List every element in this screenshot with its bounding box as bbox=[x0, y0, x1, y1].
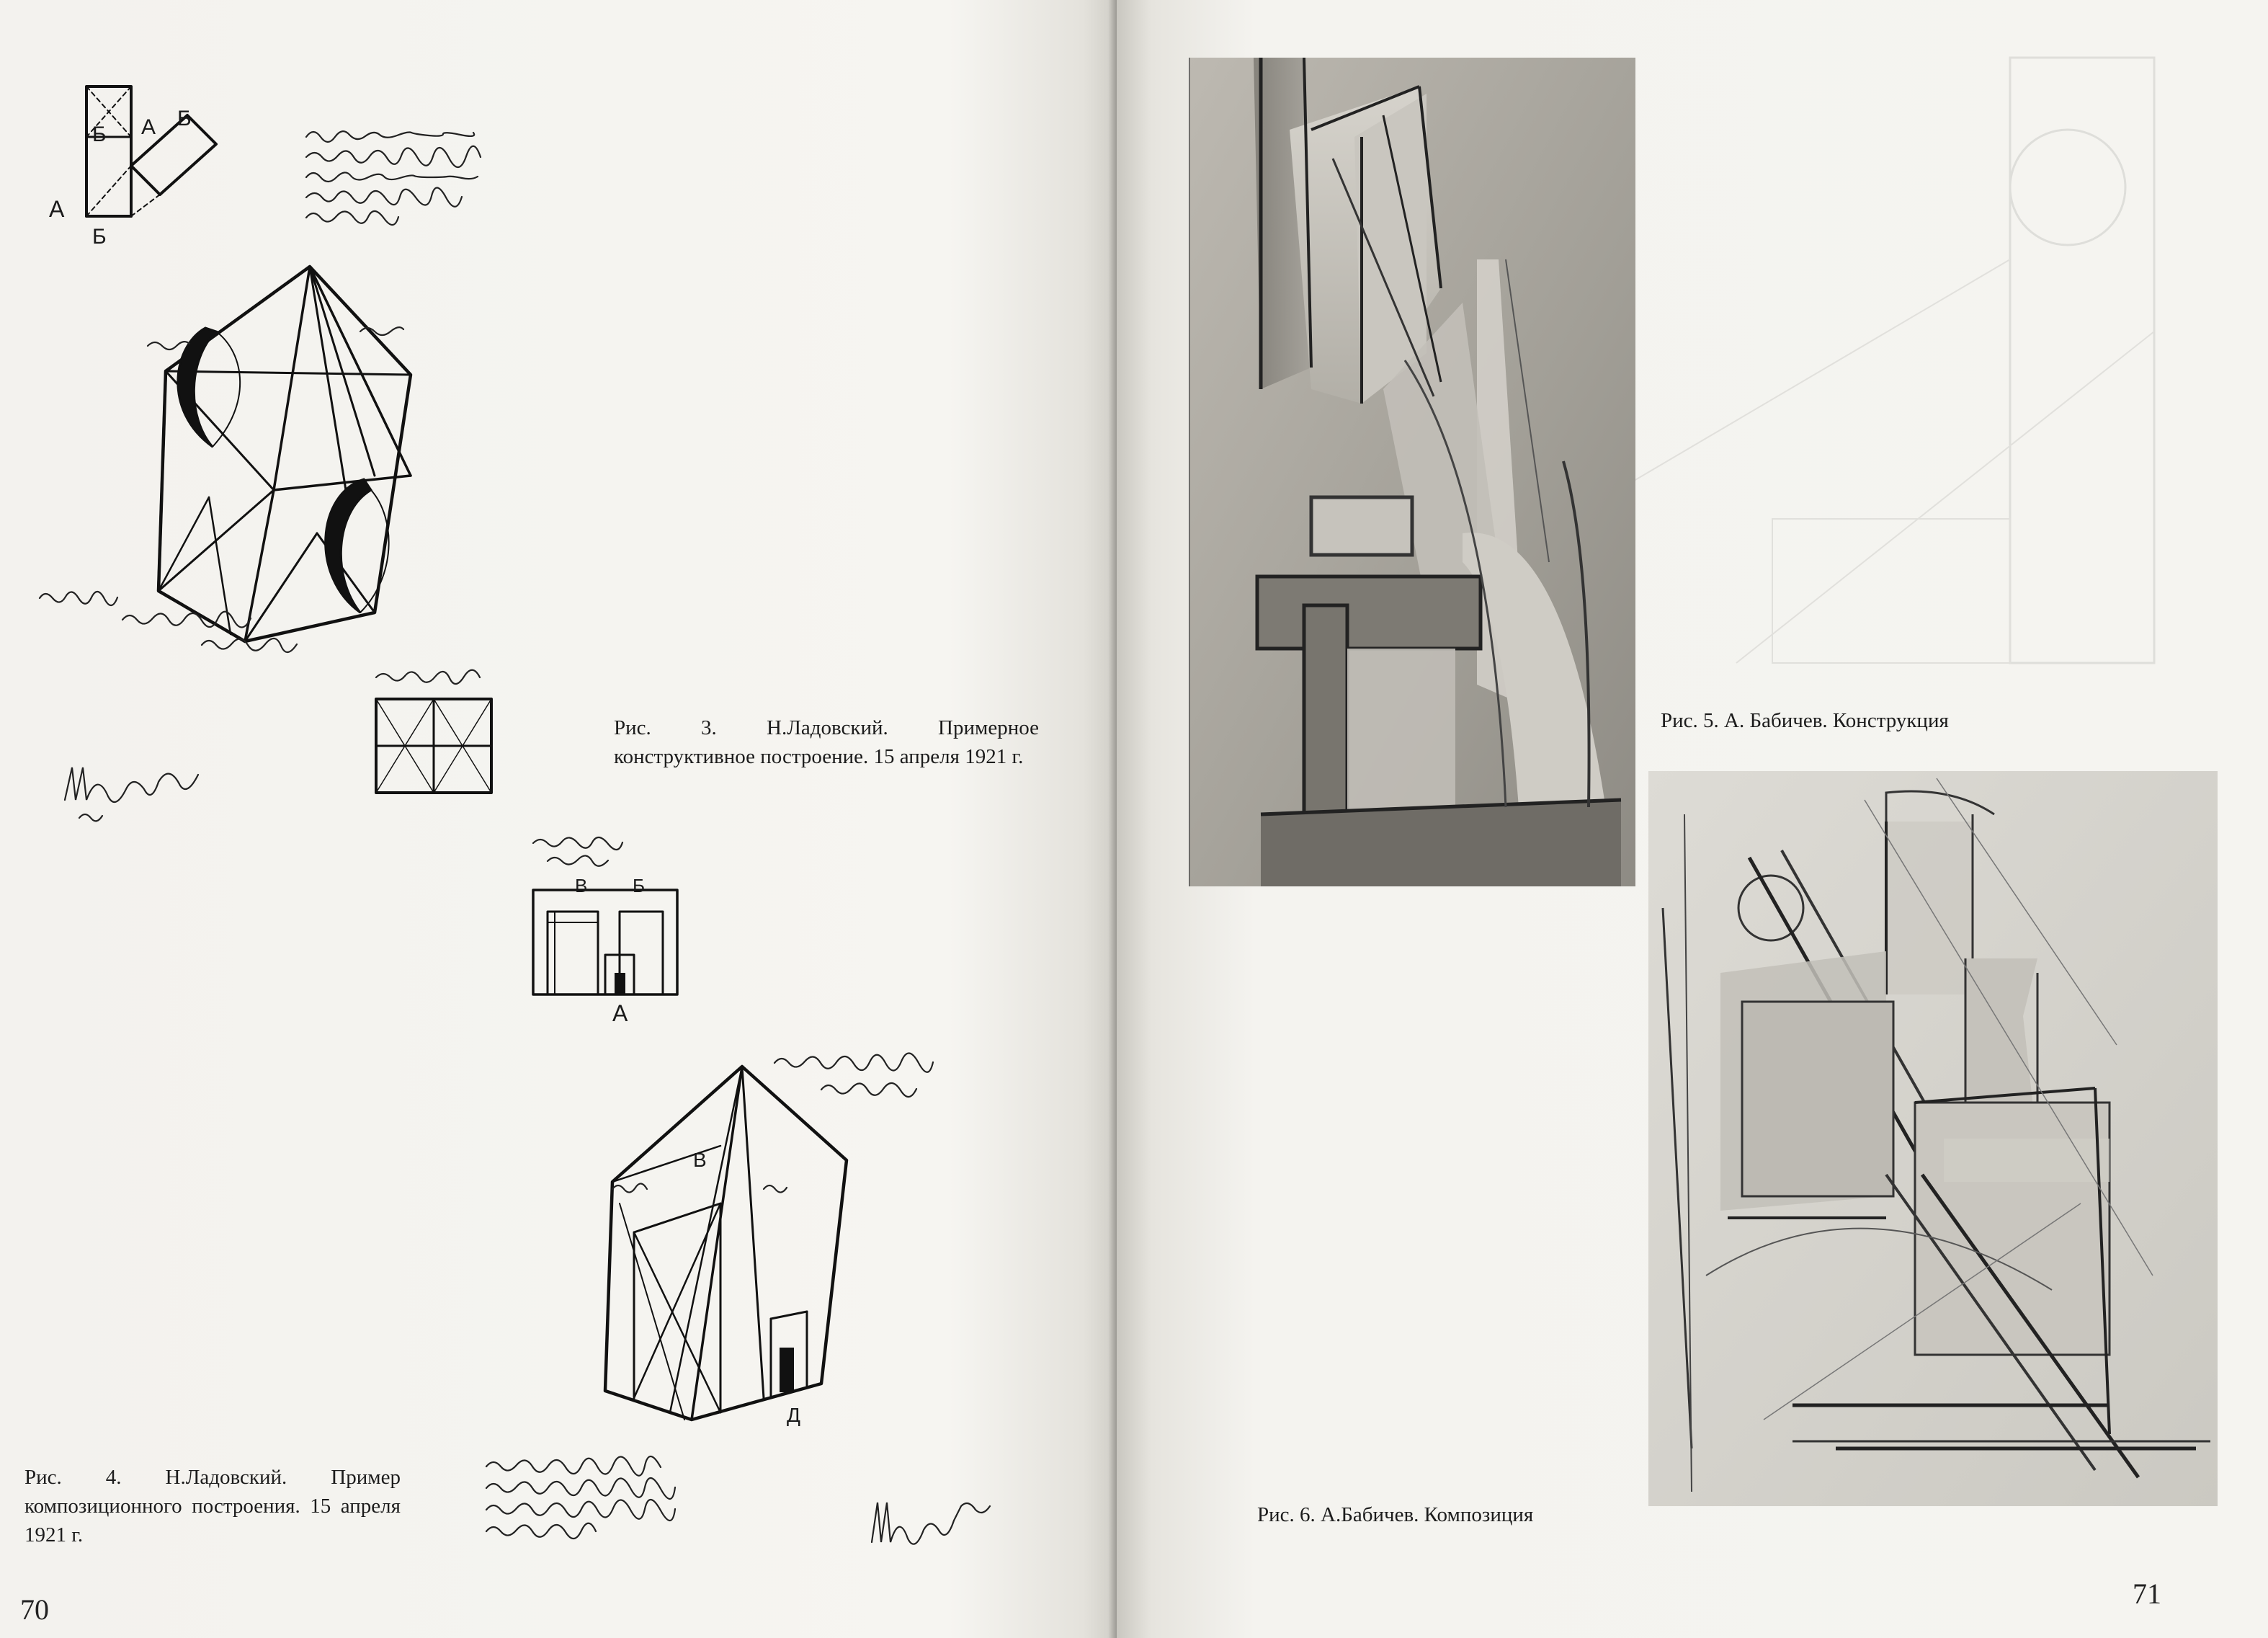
fig6-caption: Рис. 6. А.Бабичев. Композиция bbox=[1257, 1503, 1534, 1526]
facade-sketch bbox=[519, 829, 692, 1031]
left-page bbox=[0, 0, 1117, 1638]
fig5-caption: Рис. 5. А. Бабичев. Конструкция bbox=[1661, 709, 1949, 732]
handwritten-note-top bbox=[303, 115, 605, 231]
label-d-composition: Д bbox=[787, 1404, 800, 1426]
label-b-facade: Б bbox=[633, 875, 646, 896]
fig5-image bbox=[1189, 58, 1635, 886]
fig4-caption: Рис. 4. Н.Ладовский. Пример композиционного построения. 15 апреля 1921 г. bbox=[24, 1466, 401, 1546]
label-b-bottom: Б bbox=[92, 225, 107, 249]
page-number-left: 70 bbox=[20, 1593, 49, 1626]
page-number-right: 71 bbox=[2133, 1577, 2161, 1610]
label-a-facade: А bbox=[612, 1000, 628, 1026]
label-b-top: Б bbox=[92, 123, 107, 146]
label-b-right: Б bbox=[177, 107, 192, 130]
grid-sketch bbox=[367, 663, 512, 800]
fig5-artwork bbox=[1189, 58, 1635, 886]
fig6-artwork bbox=[1648, 771, 2218, 1506]
label-a-left: А bbox=[49, 196, 65, 222]
handwritten-note-construction bbox=[36, 584, 367, 663]
signature-ladovsky-bottom bbox=[865, 1477, 1009, 1557]
label-v-composition: В bbox=[693, 1149, 707, 1171]
handwritten-note-bottom bbox=[483, 1452, 829, 1546]
right-page bbox=[1117, 0, 2268, 1638]
label-v-facade: В bbox=[575, 875, 588, 896]
planes-diagram bbox=[43, 79, 245, 252]
label-a-right: А bbox=[141, 115, 156, 139]
fig6-image bbox=[1648, 771, 2218, 1506]
signature-ladovsky-left bbox=[58, 749, 216, 829]
fig3-caption: Рис. 3. Н.Ладовский. Примерное конструктивное построение. 15 апреля 1921 г. bbox=[614, 716, 1039, 768]
composition-sketch bbox=[591, 1059, 850, 1434]
